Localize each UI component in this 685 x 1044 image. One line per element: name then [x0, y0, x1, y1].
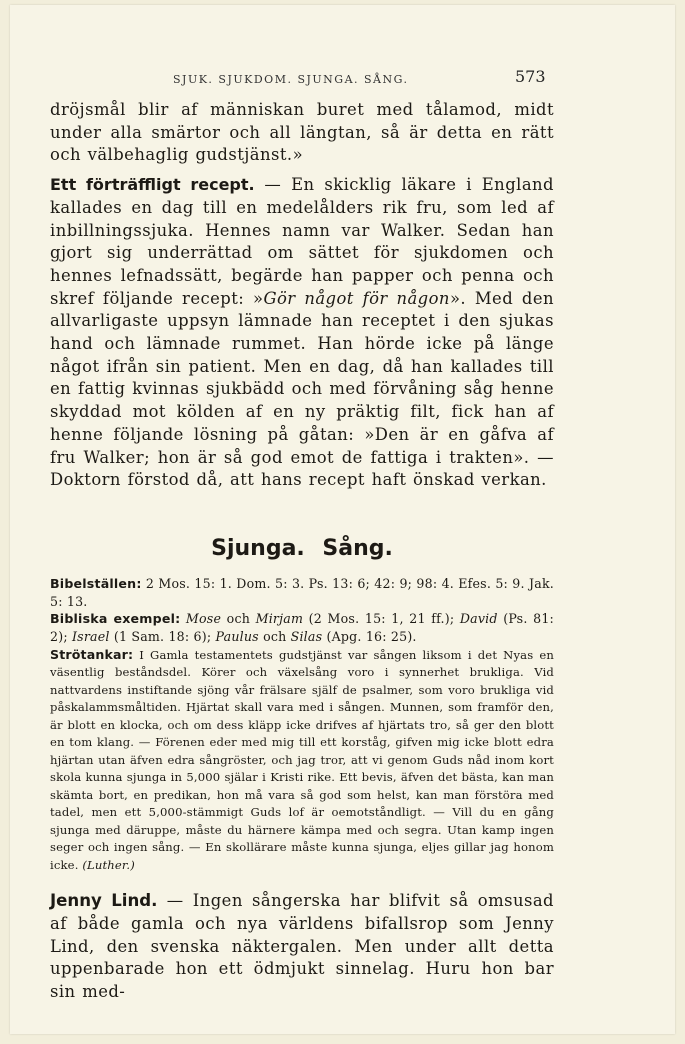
book-page — [10, 5, 675, 1034]
bibliska-ref-1: (2 Mos. 15: 1, 21 ff.); — [303, 611, 460, 627]
bibliska-label: Bibliska exempel: — [50, 611, 181, 627]
intro-paragraph — [50, 99, 554, 167]
section-title: Sjunga. Sång. — [211, 535, 393, 561]
recept-paragraph — [50, 174, 554, 492]
running-header — [10, 67, 675, 91]
bibliska-ref-3: (1 Sam. 18: 6); — [109, 629, 216, 645]
bibliska-name-silas: Silas — [290, 629, 323, 645]
strotankar-label: Strötankar: — [50, 646, 134, 662]
jenny-lind-heading: Jenny Lind. — [50, 891, 158, 911]
page-number: 573 — [515, 67, 546, 86]
strotankar-paragraph — [50, 646, 554, 875]
page-body — [50, 99, 554, 1004]
jenny-lind-text: — Ingen sångerska har blifvit så omsusad af både gamla och nya världens bifallsrop som Jenny Lind, den svenska näktergalen. Men under allt detta uppenbarade hon ett ödmjukt sinnelag. Huru hon bar sin med- — [50, 891, 554, 1002]
bibliska-name-israel: Israel — [71, 629, 110, 645]
bibliska-ref-2: (Ps. 81: 2); — [50, 611, 554, 645]
bibliska-and-2: och — [258, 629, 291, 645]
intro-text: dröjsmål blir af människan buret med tålamod, midt under alla smärtor och all längtan, så är detta en rätt och välbehaglig gudstjänst.» — [50, 100, 554, 165]
bibliska-paragraph — [50, 610, 554, 645]
strotankar-attribution: (Luther.) — [82, 857, 135, 872]
bibliska-name-paulus: Paulus — [215, 629, 259, 645]
strotankar-text: I Gamla testamentets gudstjänst var sången liksom i det Nyas en väsentlig beståndsdel. Körer och växelsång voro i synnerhet brukliga. Vid nattvardens instiftande sjöng vår frälsare själf de psalmer, som voro brukliga vid påskalammsmåltiden. Hjärtat skall vara med i sången. Munnen, som framför den, är blott en klocka, och om dess kläpp icke drifves af hjärtats tro, så ger den blott en tom klang. — Förenen eder med mig till ett korståg, gifven mig icke blott edra hjärtan utan äfven edra sångröster, och jag tror, att vi genom Guds nåd inom kort skola kunna sjunga in 5,000 själar i Kristi rike. Ett bevis, äfven det bästa, kan man skämta bort, en predikan, hon må vara så god som helst, kan man förstöra med tadel, men ett 5,000-stämmigt Guds lof är oemotståndligt. — Vill du en gång sjunga med däruppe, måste du härnere kämpa med och segra. Utan kamp ingen seger och ingen sång. — En skollärare måste kunna sjunga, eljes gillar jag honom icke. — [50, 647, 554, 872]
bibliska-ref-4: (Apg. 16: 25). — [322, 629, 417, 645]
bibelstallen-paragraph — [50, 575, 554, 610]
recept-quote: Gör något för någon — [263, 288, 450, 308]
bibelstallen-text: 2 Mos. 15: 1. Dom. 5: 3. Ps. 13: 6; 42: 9; 98: 4. Efes. 5: 9. Jak. 5: 13. — [50, 575, 554, 609]
jenny-lind-paragraph — [50, 890, 554, 1004]
recept-text-a: — En skicklig läkare i England kallades en dag till en medelålders rik fru, som led af inbillningssjuka. Hennes namn var Walker. Sedan han gjort sig underrättad om sättet för sjukdomen och hennes lefnadssätt, begärde han papper och penna och skref följande recept: » — [50, 175, 554, 308]
bibelstallen-label: Bibelställen: — [50, 575, 142, 591]
header-title: SJUK. SJUKDOM. SJUNGA. SÅNG. — [173, 73, 409, 86]
bibliska-and-1: och — [221, 611, 256, 627]
bibliska-name-mirjam: Mirjam — [255, 611, 304, 627]
recept-text-b: ». Med den allvarligaste uppsyn lämnade han receptet i den sjukas hand och lämnade rummet. Han hörde icke på länge något ifrån sin patient. Men en dag, då han kallades till en fattig kvinnas sjukbädd och med förvåning såg henne skyddad mot kölden af en ny präktig filt, fick han af henne följande lösning på gåtan: »Den är en gåfva af fru Walker; hon är så god emot de fattiga i trakten». — Doktorn förstod då, att hans recept haft önskad verkan. — [50, 288, 554, 490]
recept-heading: Ett förträffligt recept. — [50, 175, 255, 195]
bibliska-name-mose: Mose — [185, 611, 222, 627]
bibliska-name-david: David — [459, 611, 498, 627]
